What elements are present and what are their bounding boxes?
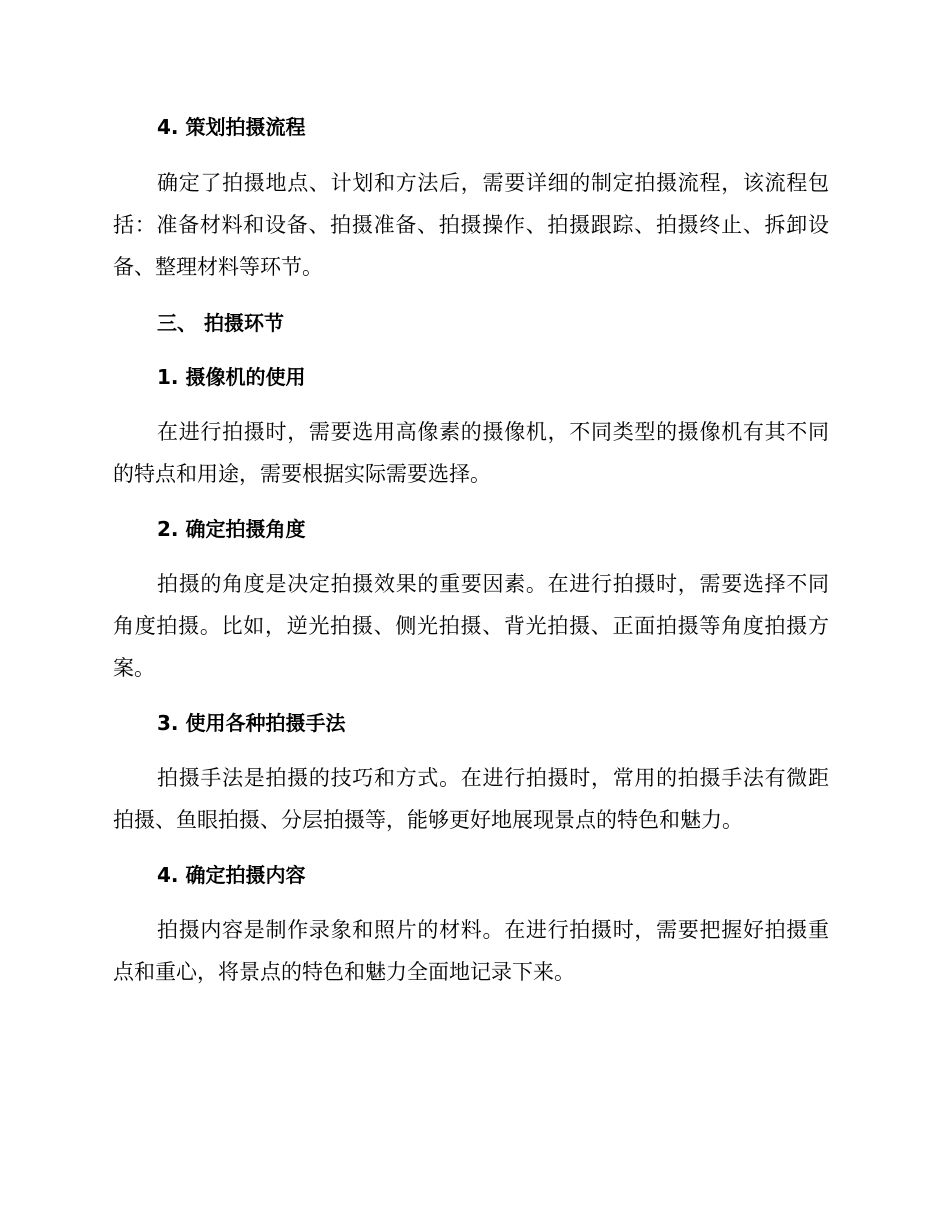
- paragraph-line: 点和重心，将景点的特色和魅力全面地记录下来。: [113, 960, 575, 984]
- paragraph-line: 拍摄内容是制作录象和照片的材料。在进行拍摄时，需要把握好拍摄重: [157, 918, 829, 942]
- paragraph-line: 备、整理材料等环节。: [113, 255, 323, 279]
- section-heading-plan-process: 4. 策划拍摄流程: [157, 115, 306, 139]
- paragraph-line: 的特点和用途，需要根据实际需要选择。: [113, 462, 491, 486]
- paragraph-line: 角度拍摄。比如，逆光拍摄、侧光拍摄、背光拍摄、正面拍摄等角度拍摄方: [113, 614, 829, 638]
- paragraph-line: 案。: [113, 656, 155, 680]
- paragraph-line: 在进行拍摄时，需要选用高像素的摄像机，不同类型的摄像机有其不同: [157, 420, 829, 444]
- paragraph-line: 确定了拍摄地点、计划和方法后，需要详细的制定拍摄流程，该流程包: [157, 171, 829, 195]
- part-heading-shooting: 三、 拍摄环节: [157, 311, 284, 335]
- section-heading-content: 4. 确定拍摄内容: [157, 863, 306, 887]
- paragraph-line: 括：准备材料和设备、拍摄准备、拍摄操作、拍摄跟踪、拍摄终止、拆卸设: [113, 213, 829, 237]
- section-heading-angle: 2. 确定拍摄角度: [157, 517, 306, 541]
- paragraph-line: 拍摄、鱼眼拍摄、分层拍摄等，能够更好地展现景点的特色和魅力。: [113, 808, 743, 832]
- section-heading-camera-use: 1. 摄像机的使用: [157, 365, 306, 389]
- section-heading-technique: 3. 使用各种拍摄手法: [157, 711, 346, 735]
- paragraph-line: 拍摄的角度是决定拍摄效果的重要因素。在进行拍摄时，需要选择不同: [157, 572, 829, 596]
- paragraph-line: 拍摄手法是拍摄的技巧和方式。在进行拍摄时，常用的拍摄手法有微距: [157, 766, 829, 790]
